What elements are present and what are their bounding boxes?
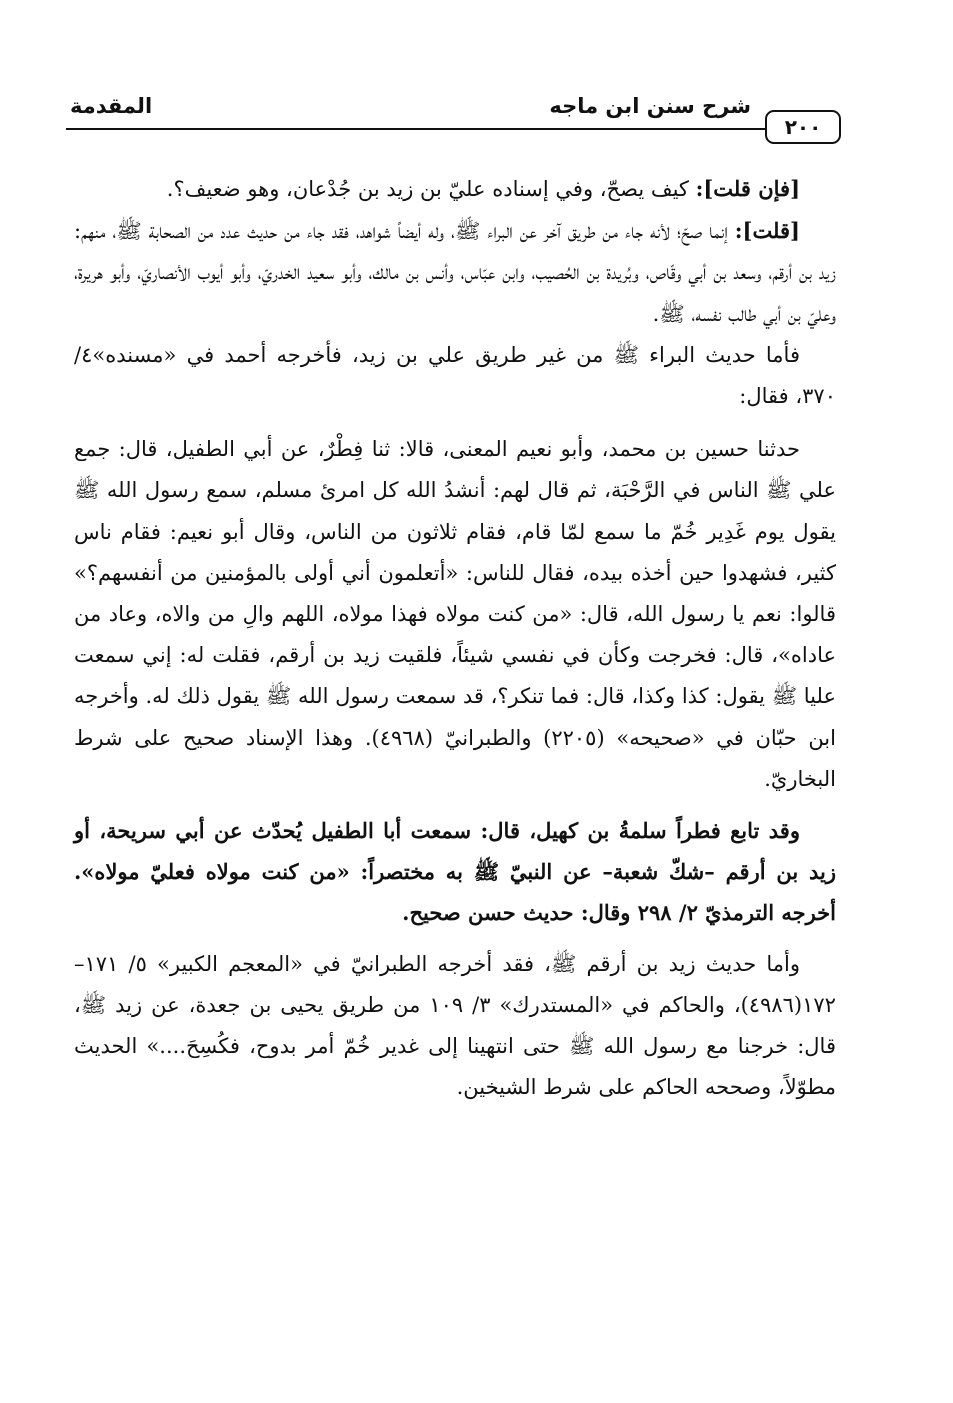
section-title: المقدمة (70, 94, 153, 118)
book-title: شرح سنن ابن ماجه (549, 94, 751, 118)
page-number: ٢٠٠ (765, 110, 841, 144)
question-label: [فإن قلت]: (695, 176, 800, 201)
header-divider (66, 128, 767, 130)
answer-label: [قلت]: (734, 218, 800, 244)
paragraph-bara-hadith: فأما حديث البراء ﷺ من غير طريق علي بن زيد، فأخرجه أحمد في «مسنده»٤/ ٣٧٠، فقال: (74, 342, 836, 409)
question-text: كيف يصحّ، وفي إسناده عليّ بن زيد بن جُدْعان، وهو ضعيف؟. (166, 177, 696, 201)
answer-text: إنما صحّ؛ لأنه جاء من طريق آخر عن البراء ﷺ، وله أيضاً شواهد، فقد جاء من حديث عدد من الصحابة ﷺ، منهم: زيد بن أرقم، وسعد بن أبي وقّاص، وبُريدة بن الحُصيب، وابن عبّاس، وأنس بن مالك، وأبو سعيد الخدريّ، وأبو أيوب الأنصاريّ، وأبو هريرة، وعليّ بن أبي طالب نفسه، ﷺ. (74, 219, 836, 326)
paragraph-tirmidhi-mutaba: وقد تابع فطراً سلمةُ بن كهيل، قال: سمعت أبا الطفيل يُحدّث عن أبي سريحة، أو زيد بن أرقم –شكّ شعبة– عن النبيّ ﷺ به مختصراً: «من كنت مولاه فعليّ مولاه». أخرجه الترمذيّ ٢/ ٢٩٨ وقال: حديث حسن صحيح. (74, 818, 836, 926)
paragraph-zayd-hadith: وأما حديث زيد بن أرقم ﷺ، فقد أخرجه الطبرانيّ في «المعجم الكبير» ٥/ ١٧١–١٧٢(٤٩٨٦)، والحاكم في «المستدرك» ٣/ ١٠٩ من طريق يحيى بن جعدة، عن زيد ﷺ، قال: خرجنا مع رسول الله ﷺ حتى انتهينا إلى غدير خُمّ أمر بدوح، فكُسِحَ....» الحديث مطوّلاً، وصححه الحاكم على شرط الشيخين. (74, 951, 836, 1100)
paragraph-ahmad-narration: حدثنا حسين بن محمد، وأبو نعيم المعنى، قالا: ثنا فِطْرٌ، عن أبي الطفيل، قال: جمع علي ﷺ الناس في الرَّحْبَة، ثم قال لهم: أنشدُ الله كل امرئ مسلم، سمع رسول الله ﷺ يقول يوم غَدِير خُمّ ما سمع لمّا قام، فقام ثلاثون من الناس، وقال أبو نعيم: فقام ناس كثير، فشهدوا حين أخذه بيده، فقال للناس: «أتعلمون أني أولى بالمؤمنين من أنفسهم؟» قالوا: نعم يا رسول الله، قال: «من كنت مولاه فهذا مولاه، اللهم والِ من والاه، وعاد من عاداه»، قال: فخرجت وكأن في نفسي شيئاً، فلقيت زيد بن أرقم، فقلت له: إني سمعت عليا ﷺ يقول: كذا وكذا، قال: فما تنكر؟، قد سمعت رسول الله ﷺ يقول ذلك له. وأخرجه ابن حبّان في «صحيحه» (٢٢٠٥) والطبرانيّ (٤٩٦٨). وهذا الإسناد صحيح على شرط البخاريّ. (74, 437, 836, 791)
paragraph-answer (74, 210, 836, 335)
page-header (66, 82, 841, 152)
page-body (74, 168, 836, 1108)
paragraph-question (74, 168, 836, 210)
